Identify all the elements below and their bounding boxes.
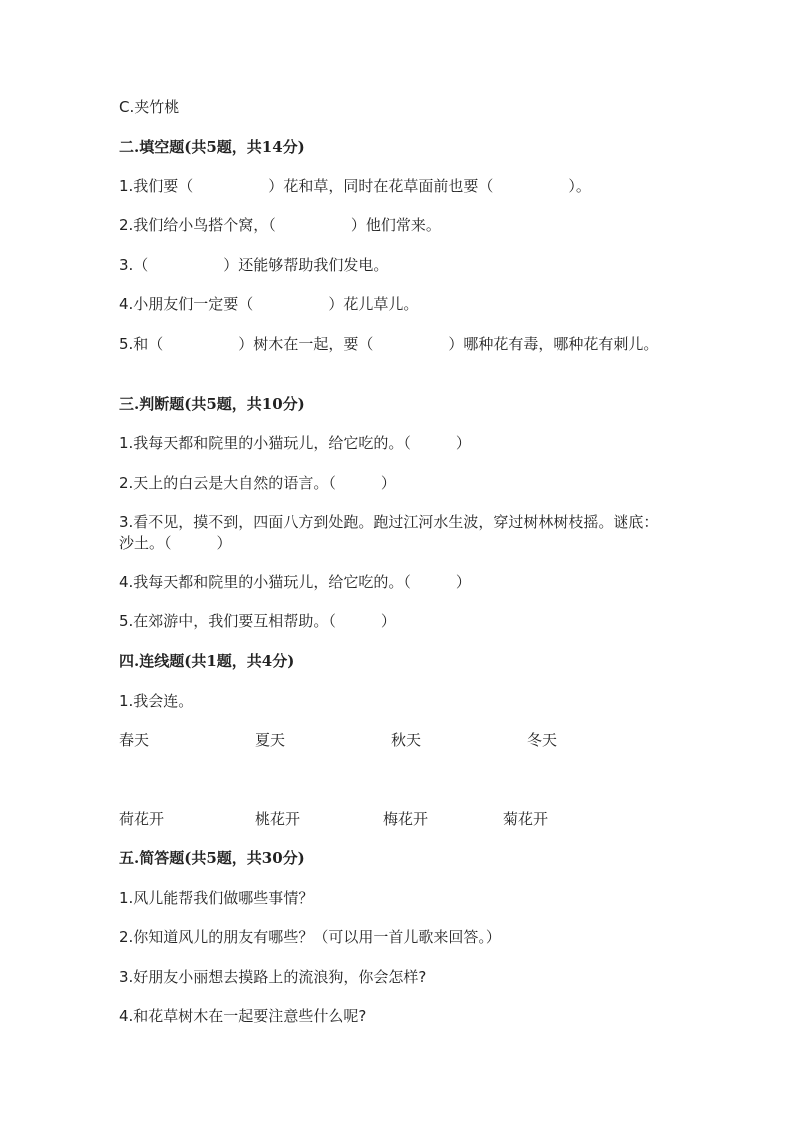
flower-lotus: 荷花开 [119,810,165,828]
option-c: C.夹竹桃 [119,98,180,116]
season-spring: 春天 [119,731,150,749]
season-winter: 冬天 [527,731,558,749]
fill-blank-question-1: 1.我们要（ ）花和草，同时在花草面前也要（ ）。 [119,177,591,195]
matching-question-1: 1.我会连。 [119,692,194,710]
season-summer: 夏天 [255,731,286,749]
short-answer-question-1: 1.风儿能帮我们做哪些事情？ [119,889,314,907]
section-heading-matching: 四.连线题(共1题，共4分) [119,652,295,670]
short-answer-question-4: 4.和花草树木在一起要注意些什么呢? [119,1007,367,1025]
fill-blank-question-3: 3.（ ）还能够帮助我们发电。 [119,256,389,274]
true-false-question-2: 2.天上的白云是大自然的语言。（ ） [119,474,396,492]
flower-chrysanthemum: 菊花开 [503,810,549,828]
true-false-question-1: 1.我每天都和院里的小猫玩儿，给它吃的。（ ） [119,434,471,452]
true-false-question-4: 4.我每天都和院里的小猫玩儿，给它吃的。（ ） [119,573,471,591]
fill-blank-question-4: 4.小朋友们一定要（ ）花儿草儿。 [119,295,419,313]
flower-peach: 桃花开 [255,810,301,828]
section-heading-fill-blank: 二.填空题(共5题，共14分) [119,138,305,156]
fill-blank-question-2: 2.我们给小鸟搭个窝，（ ）他们常来。 [119,216,441,234]
section-heading-short-answer: 五.简答题(共5题，共30分) [119,849,305,867]
flower-plum: 梅花开 [383,810,429,828]
true-false-question-5: 5.在郊游中，我们要互相帮助。（ ） [119,612,396,630]
true-false-question-3: 3.看不见，摸不到，四面八方到处跑。跑过江河水生波，穿过树林树枝摇。谜底：沙土。（ ） [119,513,659,552]
short-answer-question-2: 2.你知道风儿的朋友有哪些？（可以用一首儿歌来回答。） [119,928,501,946]
season-autumn: 秋天 [391,731,422,749]
fill-blank-question-5: 5.和（ ）树木在一起，要（ ）哪种花有毒，哪种花有刺儿。 [119,335,659,353]
short-answer-question-3: 3.好朋友小丽想去摸路上的流浪狗，你会怎样? [119,968,427,986]
section-heading-true-false: 三.判断题(共5题，共10分) [119,395,305,413]
